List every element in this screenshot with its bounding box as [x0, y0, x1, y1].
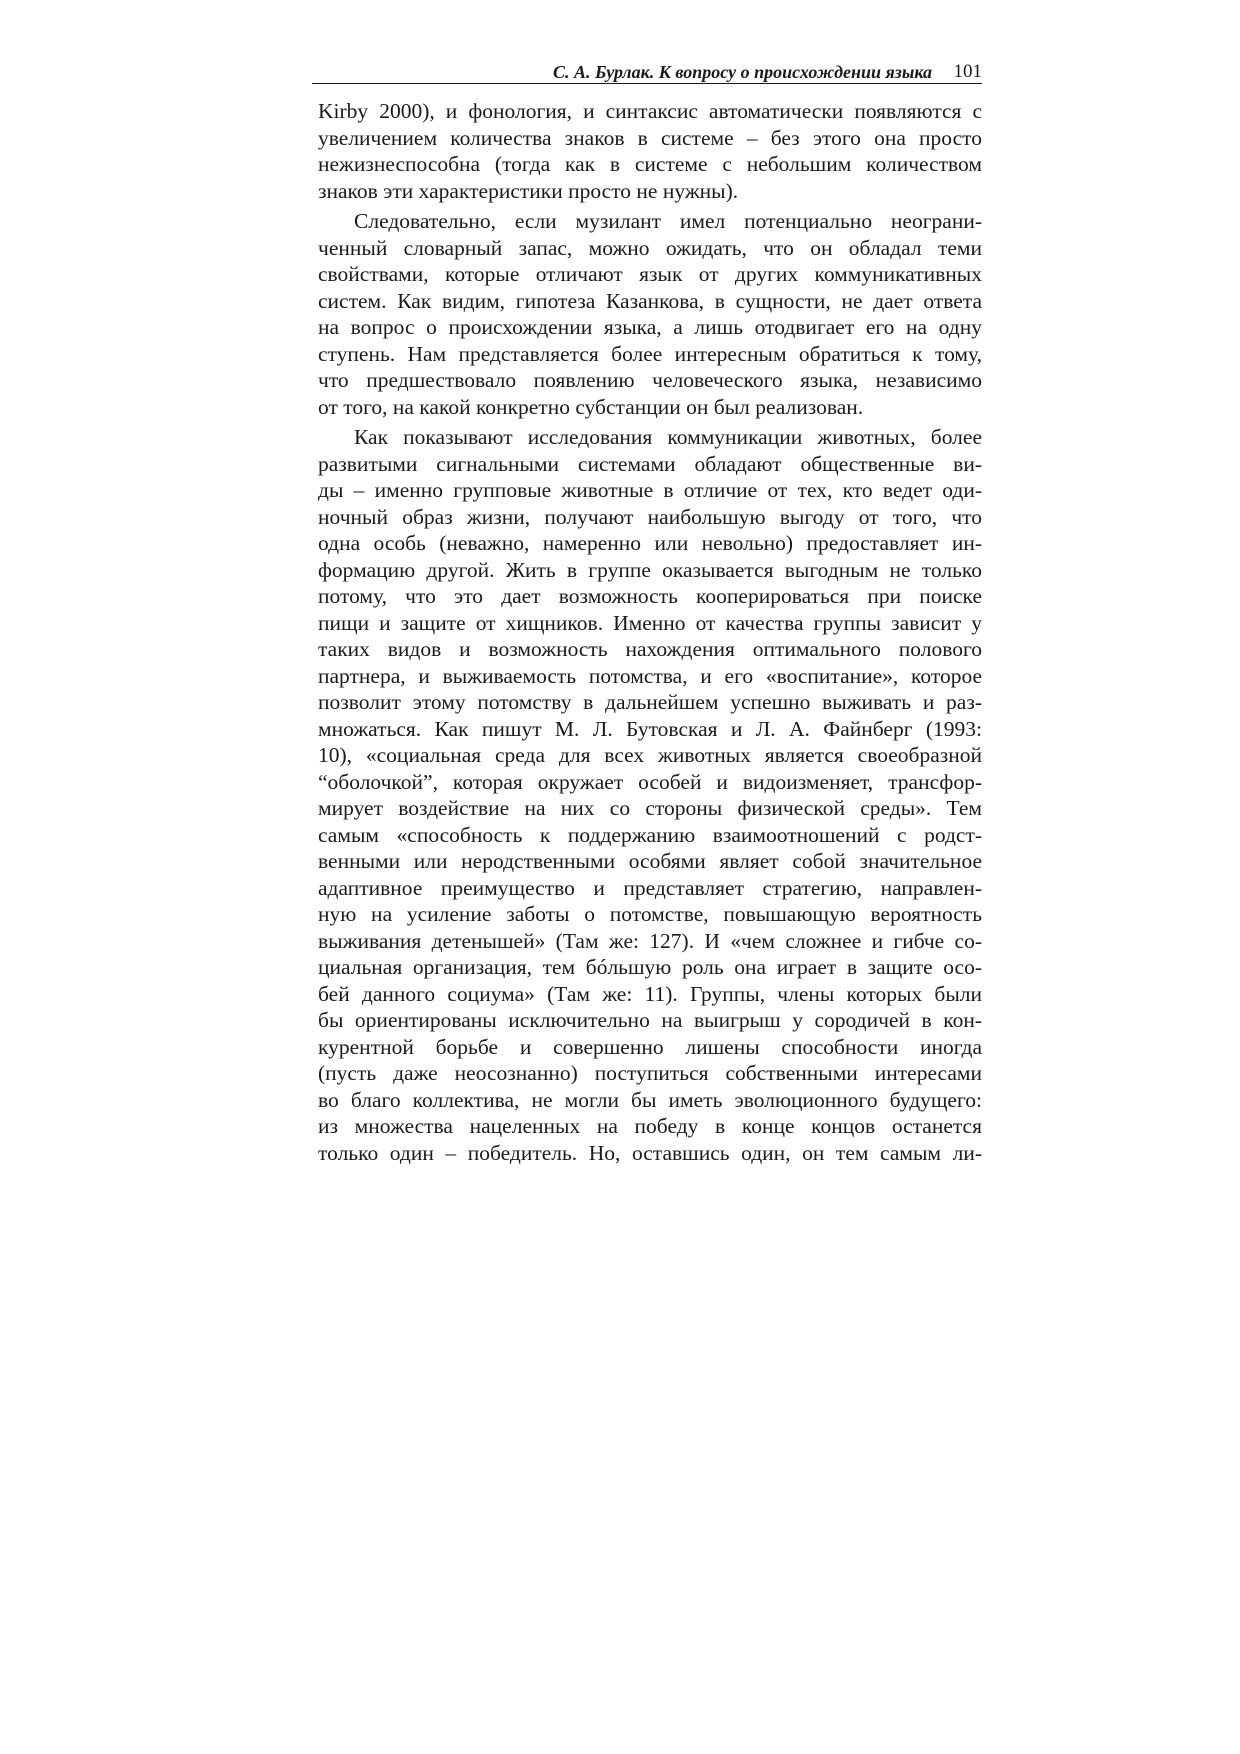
text-line: адаптивное преимущество и представляет стратегию, направлен- [318, 875, 982, 900]
text-line: выживания детенышей» (Там же: 127). И «чем сложнее и гибче со- [318, 928, 982, 953]
text-line: множаться. Как пишут М. Л. Бутовская и Л. А. Файнберг (1993: [318, 716, 982, 741]
text-line: ночный образ жизни, получают наибольшую выгоду от того, что [318, 504, 982, 529]
text-line: бы ориентированы исключительно на выигрыш у сородичей в кон- [318, 1008, 982, 1032]
text-line: увеличением количества знаков в системе – без этого она просто [318, 125, 982, 150]
paragraph [318, 98, 982, 204]
text-line: из множества нацеленных на победу в конце концов останется [318, 1114, 982, 1138]
text-line: потому, что это дает возможность кооперироваться при поиске [318, 584, 982, 608]
text-line: на вопрос о происхождении языка, а лишь отодвигает его на одну [318, 315, 982, 339]
text-line: самым «способность к поддержанию взаимоотношений с родст- [318, 822, 982, 847]
text-line: позволит этому потомству в дальнейшем успешно выживать и раз- [318, 690, 982, 714]
text-line: курентной борьбе и совершенно лишены способности иногда [318, 1034, 982, 1059]
text-line: знаков эти характеристики просто не нужны). [318, 178, 739, 203]
text-line: ды – именно групповые животные в отличие от тех, кто ведет оди- [318, 478, 982, 502]
text-line: партнера, и выживаемость потомства, и его «воспитание», которое [318, 663, 982, 688]
running-header [312, 60, 982, 84]
text-line: таких видов и возможность нахождения оптимального полового [318, 637, 982, 661]
text-line: Как показывают исследования коммуникации животных, более [354, 425, 982, 449]
text-line: только один – победитель. Но, оставшись один, он тем самым ли- [318, 1140, 982, 1165]
text-line: одна особь (неважно, намеренно или невольно) предоставляет ин- [318, 531, 982, 555]
text-line: ступень. Нам представляется более интересным обратиться к тому, [318, 341, 982, 366]
text-line: (пусть даже неосознанно) поступиться собственными интересами [318, 1061, 982, 1085]
text-line: во благо коллектива, не могли бы иметь эволюционного будущего: [318, 1087, 982, 1112]
running-title: С. А. Бурлак. К вопросу о происхождении языка [553, 62, 932, 82]
header-rule [312, 83, 982, 84]
text-line: свойствами, которые отличают язык от других коммуникативных [318, 262, 982, 286]
text-line: Kirby 2000), и фонология, и синтаксис автоматически появляются с [318, 99, 982, 123]
text-line: от того, на какой конкретно субстанции он был реализован. [318, 394, 864, 419]
body-text [318, 98, 982, 1166]
text-line: 10), «социальная среда для всех животных является своеобразной [318, 743, 982, 767]
paragraph [318, 208, 982, 420]
text-line: ную на усиление заботы о потомстве, повышающую вероятность [318, 902, 982, 926]
text-line: бей данного социума» (Там же: 11). Группы, члены которых были [318, 981, 982, 1006]
text-line: мирует воздействие на них со стороны физической среды». Тем [318, 796, 982, 820]
text-line: венными или неродственными особями являет собой значительное [318, 849, 982, 873]
text-line: что предшествовало появлению человеческого языка, независимо [318, 368, 982, 392]
text-line: систем. Как видим, гипотеза Казанкова, в сущности, не дает ответа [318, 288, 982, 313]
text-line: Следовательно, если музилант имел потенциально неограни- [354, 209, 982, 233]
text-line: ченный словарный запас, можно ожидать, что он обладал теми [318, 235, 982, 260]
text-line: формацию другой. Жить в группе оказывается выгодным не только [318, 557, 982, 582]
text-line: развитыми сигнальными системами обладают общественные ви- [318, 451, 982, 476]
page-number: 101 [953, 61, 982, 82]
text-line: пищи и защите от хищников. Именно от качества группы зависит у [318, 610, 982, 635]
paragraph [318, 424, 982, 1166]
text-line: нежизнеспособна (тогда как в системе с небольшим количеством [318, 152, 982, 176]
text-line: “оболочкой”, которая окружает особей и видоизменяет, трансфор- [318, 769, 982, 794]
text-line: циальная организация, тем бóльшую роль она играет в защите осо- [318, 955, 982, 979]
